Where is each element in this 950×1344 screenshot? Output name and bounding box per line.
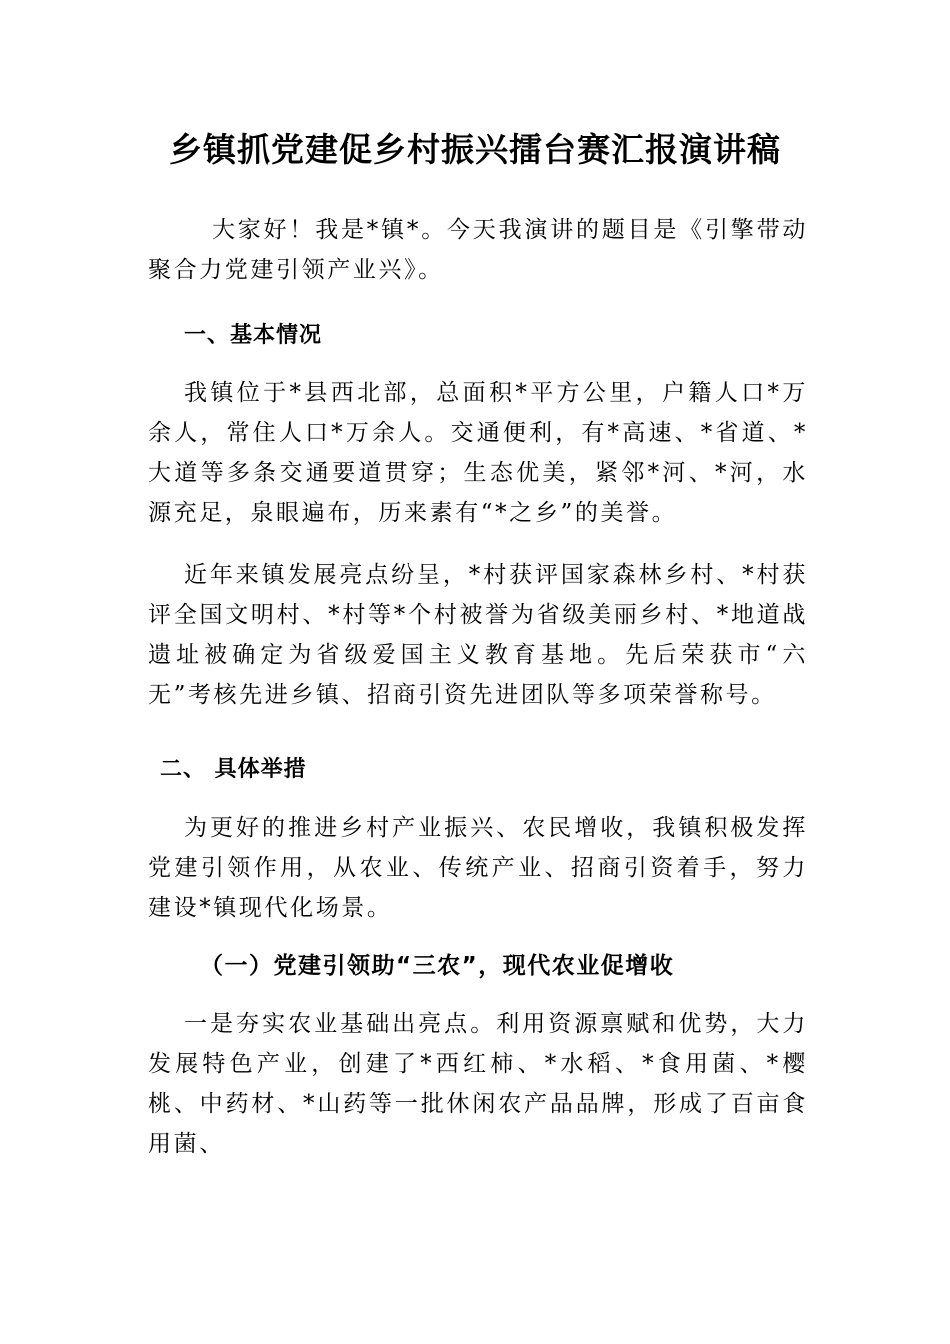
section-heading-measures: 二、 具体举措 — [160, 757, 307, 782]
section-heading-basic-situation: 一、基本情况 — [184, 323, 323, 348]
paragraph-agriculture: 一是夯实农业基础出亮点。利用资源禀赋和优势，大力发展特色产业，创建了*西红柿、*水稻、*食用菌、*樱桃、中药材、*山药等一批休闲农产品品牌，形成了百亩食用菌、 — [148, 1011, 808, 1157]
document-title: 乡镇抓党建促乡村振兴擂台赛汇报演讲稿 — [169, 130, 781, 169]
subsection-heading-agriculture: （一）党建引领助“三农”，现代农业促增收 — [200, 953, 675, 979]
paragraph-measures: 为更好的推进乡村产业振兴、农民增收，我镇积极发挥党建引领作用，从农业、传统产业、招商引资着手，努力建设*镇现代化场景。 — [148, 815, 808, 921]
paragraph-basic-situation: 我镇位于*县西北部，总面积*平方公里，户籍人口*万余人，常住人口*万余人。交通便利，有*高速、*省道、*大道等多条交通要道贯穿；生态优美，紧邻*河、*河，水源充足，泉眼遍布，历来素有“*之乡”的美誉。 — [148, 380, 808, 526]
paragraph-highlights: 近年来镇发展亮点纷呈，*村获评国家森林乡村、*村获评全国文明村、*村等*个村被誉为省级美丽乡村、*地道战遗址被确定为省级爱国主义教育基地。先后荣获市“六无”考核先进乡镇、招商引资先进团队等多项荣誉称号。 — [148, 562, 808, 708]
intro-paragraph: 大家好！我是*镇*。今天我演讲的题目是《引擎带动聚合力党建引领产业兴》。 — [148, 217, 808, 283]
